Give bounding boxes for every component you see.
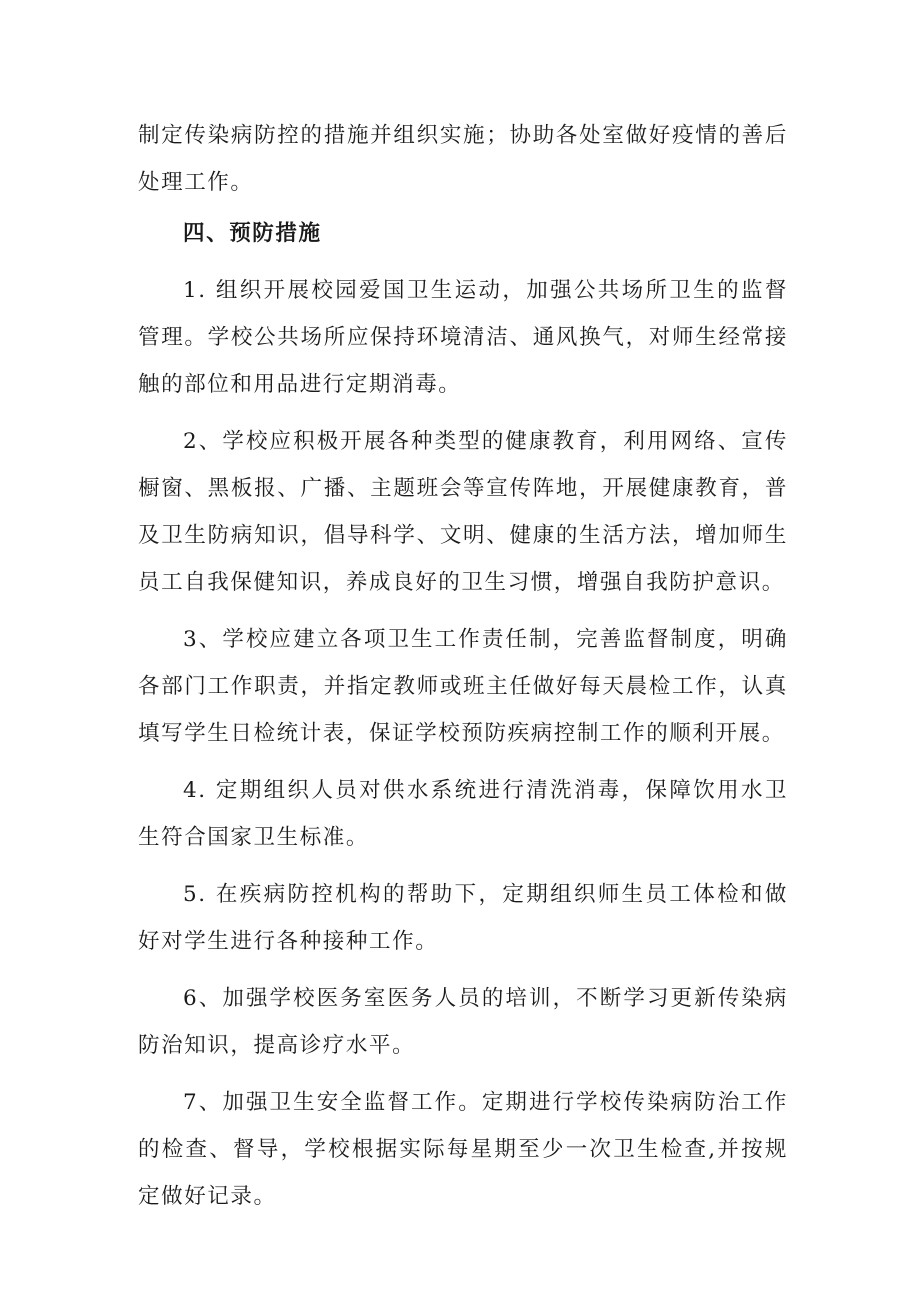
measure-item-7: 7、加强卫生安全监督工作。定期进行学校传染病防治工作的检查、督导，学校根据实际每星期至少一次卫生检查,并按规定做好记录。 <box>138 1090 788 1209</box>
document-body <box>138 112 788 1230</box>
measure-item-2: 2、学校应积极开展各种类型的健康教育，利用网络、宣传橱窗、黑板报、广播、主题班会等宣传阵地，开展健康教育，普及卫生防病知识，倡导科学、文明、健康的生活方法，增加师生员工自我保健知识，养成良好的卫生习惯，增强自我防护意识。 <box>138 429 788 595</box>
measure-item-5: 5. 在疾病防控机构的帮助下，定期组织师生员工体检和做好对学生进行各种接种工作。 <box>138 882 788 954</box>
measure-item-6: 6、加强学校医务室医务人员的培训，不断学习更新传染病防治知识，提高诊疗水平。 <box>138 986 788 1058</box>
continuation-paragraph: 制定传染病防控的措施并组织实施；协助各处室做好疫情的善后处理工作。 <box>138 123 788 195</box>
measure-item-1: 1. 组织开展校园爱国卫生运动，加强公共场所卫生的监督管理。学校公共场所应保持环境清洁、通风换气，对师生经常接触的部位和用品进行定期消毒。 <box>138 278 788 397</box>
measure-item-3: 3、学校应建立各项卫生工作责任制，完善监督制度，明确各部门工作职责，并指定教师或班主任做好每天晨检工作，认真填写学生日检统计表，保证学校预防疾病控制工作的顺利开展。 <box>138 627 788 746</box>
section-heading: 四、预防措施 <box>183 221 322 246</box>
measure-item-4: 4. 定期组织人员对供水系统进行清洗消毒，保障饮用水卫生符合国家卫生标准。 <box>138 778 788 850</box>
